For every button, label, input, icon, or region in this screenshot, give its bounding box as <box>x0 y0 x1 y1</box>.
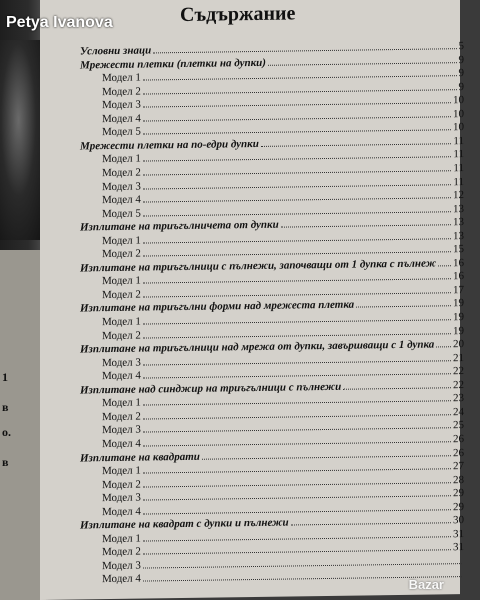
toc-page-number: 11 <box>453 148 464 161</box>
toc-page-number: 10 <box>453 94 464 107</box>
toc-page-number: 9 <box>458 67 464 80</box>
toc-page-number: 26 <box>453 446 464 459</box>
toc-entry-label: Модел 4 <box>102 573 141 586</box>
toc-entry-label: Изплитане на квадрати <box>80 450 200 464</box>
toc-entry-label: Модел 2 <box>102 166 141 180</box>
toc-page-number: 31 <box>453 527 464 541</box>
toc-page-number: 12 <box>453 189 464 202</box>
toc-entry-label: Изплитане на триъгълничета от дупки <box>80 218 279 234</box>
toc-page-number: 10 <box>453 121 464 134</box>
toc-entry-label: Модел 3 <box>102 559 141 573</box>
left-page-fragment: о. <box>2 425 11 439</box>
toc-entry-label: Модел 4 <box>102 112 141 125</box>
toc-entry-label: Мрежести плетки на по-едри дупки <box>80 137 259 153</box>
page-title: Съдържание <box>180 2 296 27</box>
toc-entry-label: Модел 3 <box>102 491 141 505</box>
toc-leader-dots <box>268 61 457 66</box>
toc-page-number: 31 <box>453 541 464 554</box>
toc-page-number: 9 <box>458 53 464 66</box>
toc-entry-label: Изплитане на триъгълници с пълнежи, започващи от 1 дупка с пълнеж <box>80 257 437 275</box>
toc-page-number: 24 <box>453 405 464 419</box>
toc-page-number: 30 <box>453 514 464 527</box>
toc-entry-label: Модел 4 <box>102 193 141 207</box>
toc-page-number: 11 <box>453 134 464 148</box>
toc-page-number: 11 <box>453 175 464 188</box>
toc-entry-label: Модел 1 <box>102 532 141 545</box>
toc-page-number: 22 <box>453 365 464 378</box>
toc-page-number: 25 <box>453 419 464 432</box>
toc-entry-label: Модел 4 <box>102 437 141 451</box>
toc-entry-label: Модел 1 <box>102 274 141 288</box>
toc-page-number: 13 <box>453 216 464 229</box>
toc-entry-label: Модел 4 <box>102 369 141 383</box>
toc-entry-label: Изплитане над синджир на триъгълници с пълнежи <box>80 380 342 397</box>
toc-entry-label: Модел 2 <box>102 545 141 559</box>
toc-page-number: 27 <box>453 460 464 473</box>
bazar-logo: Bazar <box>408 577 444 592</box>
toc-page-number: 17 <box>453 283 464 297</box>
toc-page-number: 16 <box>453 256 464 270</box>
toc-entry-label: Мрежести плетки (плетки на дупки) <box>80 56 266 71</box>
toc-entry-label: Модел 3 <box>102 356 141 369</box>
toc-leader-dots <box>436 345 451 347</box>
toc-entry-label: Модел 2 <box>102 288 141 302</box>
toc-page-number: 29 <box>453 500 464 513</box>
toc-entry-label: Модел 2 <box>102 329 141 342</box>
toc-page-number: 19 <box>453 311 464 324</box>
toc-leader-dots <box>438 264 451 266</box>
toc-page-number: 19 <box>453 297 464 310</box>
toc-leader-dots <box>356 305 451 308</box>
toc-page-number: 9 <box>458 80 464 93</box>
book-page <box>40 0 464 600</box>
toc-entry-label: Модел 4 <box>102 505 141 518</box>
toc-entry-label: Модел 1 <box>102 396 141 410</box>
toc-entry-label: Изплитане на триъгълни форми над мрежеста плетка <box>80 299 355 315</box>
toc-entry-label: Условни знаци <box>80 44 152 58</box>
toc-page-number: 26 <box>453 433 464 446</box>
toc-entry-label: Модел 1 <box>102 152 141 166</box>
toc-page-number: 10 <box>453 107 464 120</box>
toc-entry-label: Модел 3 <box>102 180 141 193</box>
watermark-text: Petya Ivanova <box>6 14 113 31</box>
toc-entry-label: Изплитане на квадрат с дупки и пълнежи <box>80 516 289 532</box>
toc-page-number: 23 <box>453 392 464 405</box>
toc-entry-label: Модел 5 <box>102 207 141 220</box>
toc-page-number: 29 <box>453 487 464 500</box>
left-page-fragment: в <box>2 455 9 469</box>
toc-page-number: 13 <box>453 229 464 242</box>
toc-page-number: 15 <box>453 243 464 256</box>
toc-entry-label: Модел 1 <box>102 315 141 329</box>
toc-entry-label: Модел 2 <box>102 85 141 98</box>
toc-page-number: 28 <box>453 473 464 486</box>
toc-leader-dots <box>291 522 451 526</box>
toc-page-number: 22 <box>453 378 464 391</box>
toc-entry-label: Модел 2 <box>102 247 141 261</box>
left-page-fragment: 1 <box>2 370 8 384</box>
toc-entry-label: Модел 5 <box>102 125 141 139</box>
toc-entry-label: Модел 3 <box>102 98 141 112</box>
toc-entry-label: Модел 2 <box>102 410 141 423</box>
toc-page-number: 5 <box>458 40 464 53</box>
toc-entry-label: Модел 2 <box>102 478 141 491</box>
toc-page-number: 13 <box>453 202 464 215</box>
toc-entry-label: Модел 1 <box>102 234 141 247</box>
toc-leader-dots <box>343 386 451 390</box>
toc-page-number: 19 <box>453 324 464 337</box>
toc-entry-label: Модел 3 <box>102 423 141 437</box>
toc-page-number: 21 <box>453 351 464 364</box>
toc-page-number: 11 <box>453 162 464 175</box>
toc-leader-dots <box>281 223 451 227</box>
toc-page-number: 20 <box>453 338 464 351</box>
toc-entry-label: Изплитане на триъгълници над мрежа от дупки, завършващи с 1 дупка <box>80 338 435 356</box>
toc-entry-label: Модел 1 <box>102 71 141 85</box>
toc-entry-label: Модел 1 <box>102 464 141 478</box>
left-page-fragment: в <box>2 400 9 414</box>
toc-page-number: 16 <box>453 270 464 283</box>
